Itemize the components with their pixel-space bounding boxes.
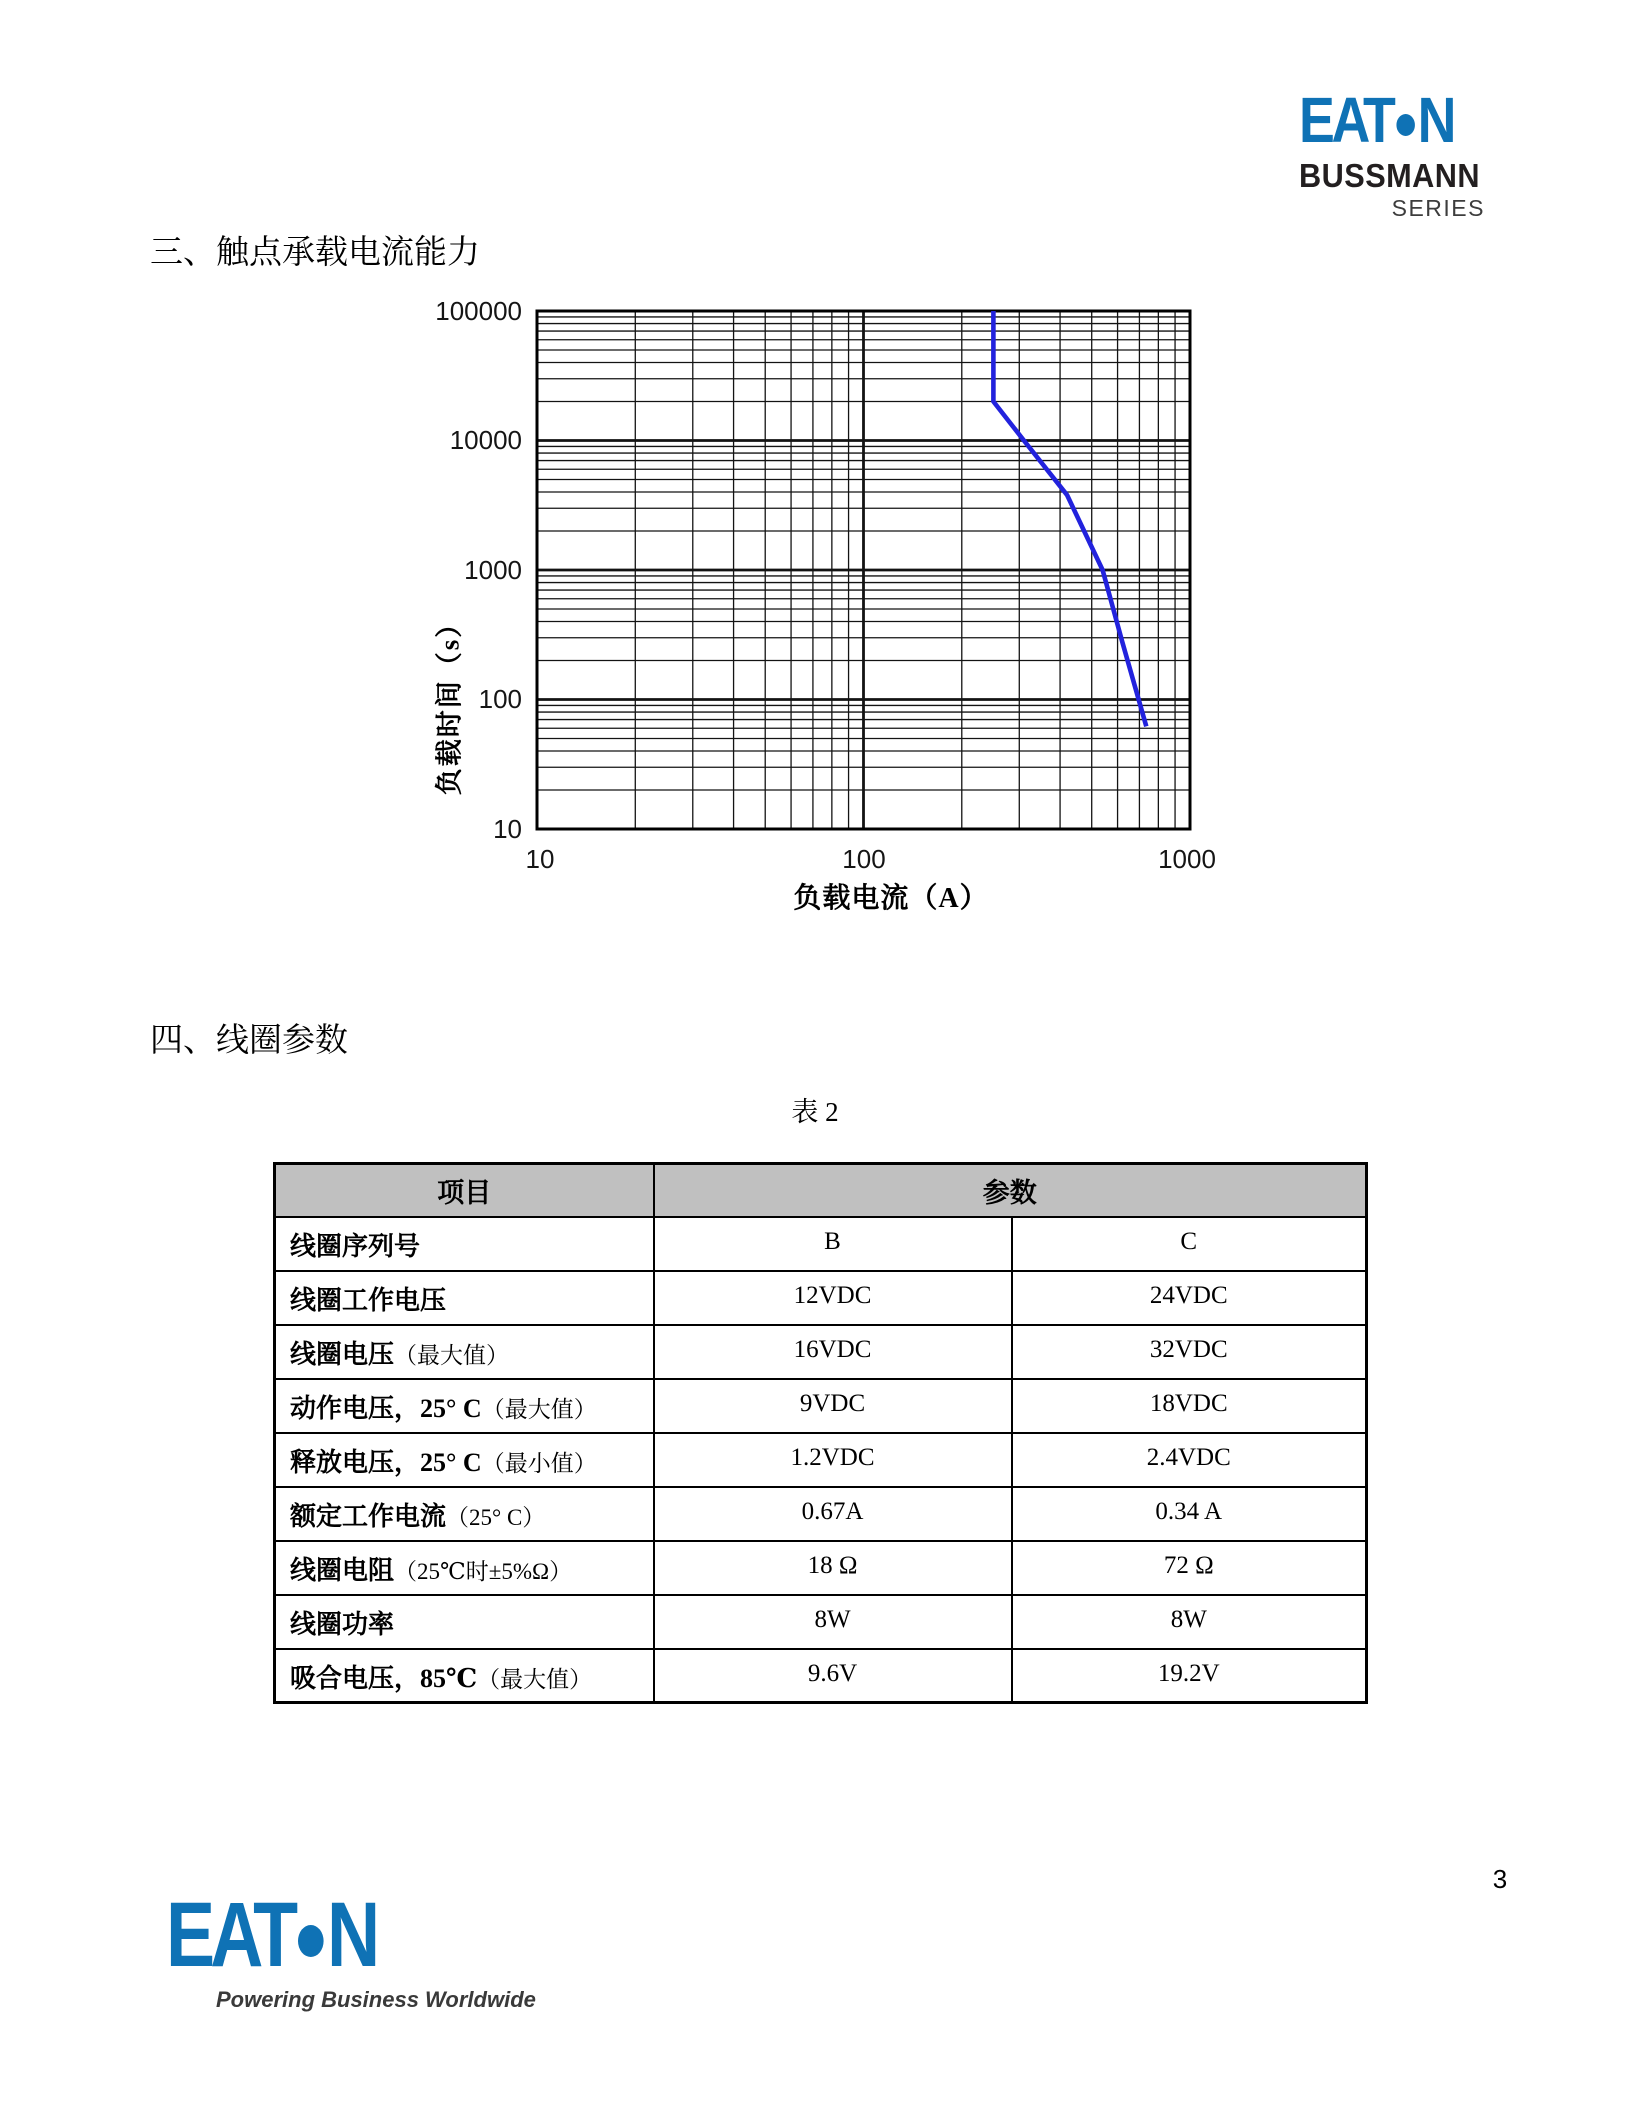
table-row [275,1271,1367,1325]
row-value-b: 9.6V [654,1649,1012,1703]
y-tick-10000: 10000 [449,425,522,455]
eaton-bussmann-logo [1299,84,1495,222]
table-row [275,1595,1367,1649]
bussmann-wordmark: BUSSMANN [1299,156,1481,194]
y-tick-1000: 1000 [464,555,522,585]
section-title-contact-capacity: 三、触点承载电流能力 [150,235,480,271]
row-item-label: 吸合电压，85℃ [290,1663,478,1693]
row-item-label: 线圈电阻 [290,1555,395,1585]
coil-parameter-table [273,1162,1368,1704]
eaton-logo-text-left: EAT [1299,84,1393,156]
row-item-note: （最大值） [394,1342,510,1368]
eaton-tagline: Powering Business Worldwide [216,1986,536,2012]
row-value-b: 16VDC [654,1325,1012,1379]
table-row [275,1379,1367,1433]
table-caption: 表 2 [791,1097,839,1127]
row-value-c: 72 Ω [1012,1541,1367,1595]
chart-canvas [537,311,1190,829]
row-item-label: 线圈电压 [290,1339,395,1369]
contact-capacity-chart [537,311,1190,829]
x-tick-1000: 1000 [1158,844,1216,874]
page-number: 3 [1492,1864,1508,1894]
table-row [275,1541,1367,1595]
row-item-note: （最大值） [481,1396,597,1422]
table-row [275,1217,1367,1271]
eaton-footer-logo [166,1884,536,2013]
row-value-c: 0.34 A [1012,1487,1367,1541]
table-row [275,1649,1367,1703]
table-row [275,1487,1367,1541]
x-axis-title: 负载电流（A） [793,883,989,914]
row-item-label: 额定工作电流 [290,1501,447,1531]
series-wordmark: SERIES [1391,194,1485,221]
eaton-logo-text-left: EAT [166,1884,294,1986]
row-item-note: （25℃时±5%Ω） [394,1558,573,1584]
row-value-b: 0.67A [654,1487,1012,1541]
row-value-b: 1.2VDC [654,1433,1012,1487]
row-value-c: 32VDC [1012,1325,1367,1379]
row-item-label: 线圈序列号 [290,1231,421,1261]
row-item-label: 线圈功率 [290,1609,395,1639]
row-item-note: （最大值） [477,1666,593,1692]
y-axis-title: 负载时间（s） [434,608,465,796]
row-value-c: 24VDC [1012,1271,1367,1325]
y-tick-10: 10 [493,814,522,844]
table-row [275,1325,1367,1379]
x-tick-100: 100 [842,844,886,874]
table-row [275,1433,1367,1487]
section-title-coil-parameters: 四、线圈参数 [150,1023,348,1059]
eaton-logo-dot-icon [1397,114,1415,136]
eaton-logo-dot-icon [298,1925,324,1957]
row-value-b: 9VDC [654,1379,1012,1433]
row-item-note: （最小值） [481,1450,597,1476]
table-header-row [275,1164,1367,1217]
row-item-label: 释放电压，25° C [290,1447,482,1477]
row-value-c: 19.2V [1012,1649,1367,1703]
column-header-param: 参数 [654,1164,1367,1217]
row-value-b: 12VDC [654,1271,1012,1325]
eaton-logo [166,1884,462,1986]
eaton-logo-text-right: N [1417,84,1454,156]
row-value-c: C [1012,1217,1367,1271]
row-item-note: （25° C） [446,1504,546,1530]
row-value-b: B [654,1217,1012,1271]
row-item-label: 动作电压，25° C [290,1393,482,1423]
eaton-logo-text-right: N [326,1884,376,1986]
row-value-b: 18 Ω [654,1541,1012,1595]
x-tick-10: 10 [525,844,555,874]
eaton-logo [1299,84,1464,156]
row-item-label: 线圈工作电压 [290,1285,447,1315]
column-header-item: 项目 [275,1164,654,1217]
y-tick-100: 100 [478,684,522,714]
row-value-c: 2.4VDC [1012,1433,1367,1487]
load-capacity-curve [993,311,1146,726]
row-value-c: 18VDC [1012,1379,1367,1433]
row-value-c: 8W [1012,1595,1367,1649]
row-value-b: 8W [654,1595,1012,1649]
y-tick-100000: 100000 [435,296,522,326]
